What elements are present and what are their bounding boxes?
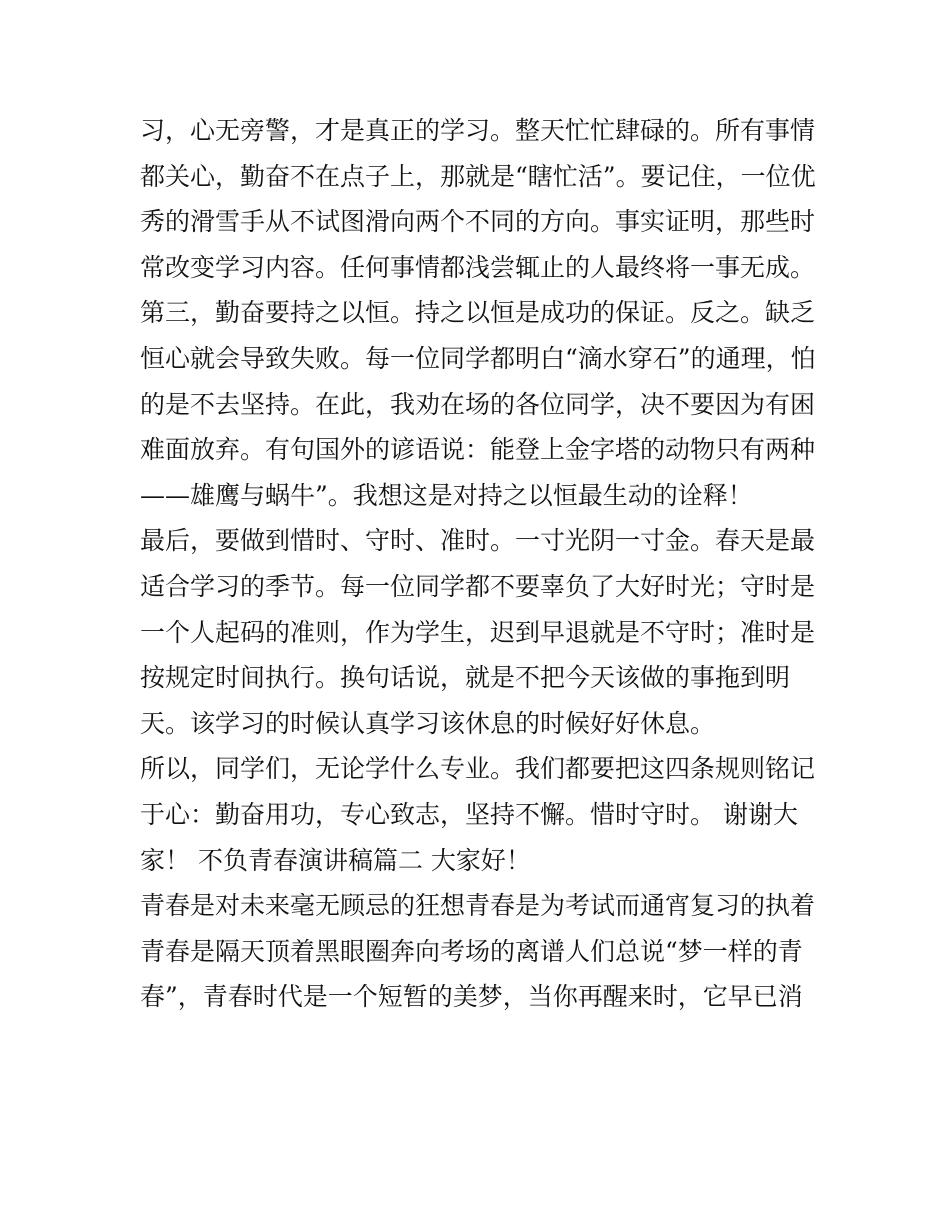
text-line: 青春是对未来毫无顾忌的狂想青春是为考试而通宵复习的执着: [140, 891, 816, 921]
text-line: 于心：勤奋用功，专心致志，坚持不懈。惜时守时。 谢谢大: [140, 799, 798, 829]
text-line: 习，心无旁警，才是真正的学习。整天忙忙肆碌的。所有事情: [140, 116, 816, 145]
document-body: [140, 108, 820, 1020]
text-line: 秀的滑雪手从不试图滑向两个不同的方向。事实证明，那些时: [140, 207, 816, 237]
text-line: 青春是隔天顶着黑眼圈奔向考场的离谱人们总说“梦一样的青: [140, 936, 803, 966]
text-line: ——雄鹰与蜗牛”。我想这是对持之以恒最生动的诠释！: [140, 480, 753, 510]
text-line: 家！ 不负青春演讲稿篇二 大家好！: [140, 845, 531, 875]
text-line: 一个人起码的准则，作为学生，迟到早退就是不守时；准时是: [140, 617, 816, 647]
text-line: 都关心，勤奋不在点子上，那就是“瞎忙活”。要记住，一位优: [140, 161, 816, 191]
text-line: 的是不去坚持。在此，我劝在场的各位同学，决不要因为有困: [140, 389, 816, 419]
text-line: 难面放弃。有句国外的谚语说：能登上金字塔的动物只有两种: [140, 435, 816, 465]
text-line: 按规定时间执行。换句话说，就是不把今天该做的事拖到明: [140, 663, 791, 693]
text-line: 天。该学习的时候认真学习该休息的时候好好休息。: [140, 708, 716, 738]
text-line: 所以，同学们，无论学什么专业。我们都要把这四条规则铭记: [140, 754, 816, 784]
text-line: 第三，勤奋要持之以恒。持之以恒是成功的保证。反之。缺乏: [140, 298, 816, 328]
text-line: 适合学习的季节。每一位同学都不要辜负了大好时光；守时是: [140, 571, 816, 601]
text-line: 春”，青春时代是一个短暂的美梦，当你再醒来时，它早已消: [140, 982, 803, 1012]
text-line: 常改变学习内容。任何事情都浅尝辄止的人最终将一事无成。: [140, 252, 816, 282]
text-line: 恒心就会导致失败。每一位同学都明白“滴水穿石”的通理，怕: [140, 343, 816, 373]
text-line: 最后，要做到惜时、守时、准时。一寸光阴一寸金。春天是最: [140, 526, 816, 556]
